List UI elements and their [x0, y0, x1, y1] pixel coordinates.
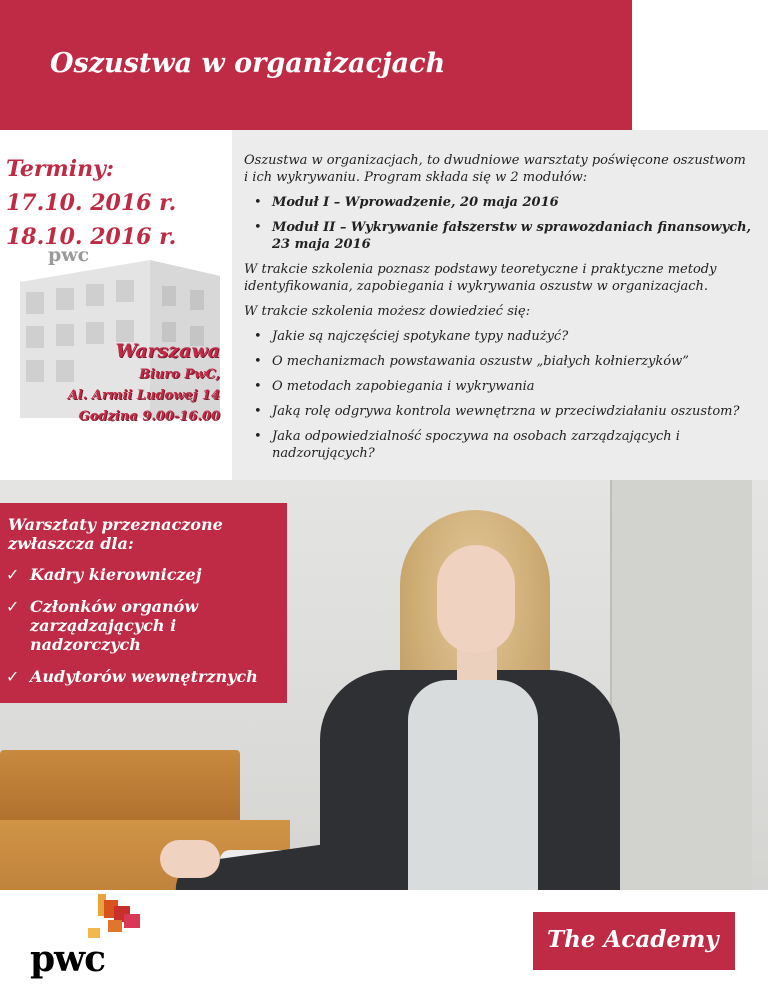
topic-item [244, 403, 754, 420]
module-item [244, 219, 754, 253]
bullet-icon: • [254, 354, 262, 369]
audience-label: Audytorów wewnętrznych [30, 667, 258, 686]
topic-label: Jaka odpowiedzialność spoczywa na osobach zarządzających i nadzorujących? [272, 429, 680, 461]
building-logo: pwc [48, 244, 90, 266]
date-second: 18.10. 2016 r. [6, 224, 177, 250]
topic-item [244, 378, 754, 395]
venue-block [68, 338, 220, 427]
program-content [244, 152, 754, 470]
audience-label: Kadry kierowniczej [30, 565, 202, 584]
topic-label: Jakie są najczęściej spotykane typy nadużyć? [272, 329, 569, 344]
academy-badge [533, 912, 735, 970]
venue-place: Biuro PwC, [138, 367, 220, 382]
audience-item [6, 565, 286, 584]
dates-block [6, 152, 176, 254]
audience-item [6, 597, 286, 654]
module-label: Moduł I – Wprowadzenie, 20 maja 2016 [272, 195, 559, 210]
dates-label: Terminy: [6, 156, 114, 182]
bullet-icon: • [254, 220, 262, 235]
bullet-icon: • [254, 404, 262, 419]
audience-heading: Warsztaty przeznaczone zwłaszcza dla: [8, 515, 223, 553]
topic-label: O metodach zapobiegania i wykrywania [272, 379, 535, 394]
check-icon: ✓ [6, 597, 20, 616]
topic-item [244, 328, 754, 345]
module-item [244, 194, 754, 211]
audience-item [6, 667, 286, 686]
page-title: Oszustwa w organizacjach [50, 48, 446, 79]
venue-address: Al. Armii Ludowej 14 [67, 388, 220, 403]
program-description: W trakcie szkolenia poznasz podstawy teoretyczne i praktyczne metody identyfikowania, zapobiegania i wykrywania oszustw w organizacjach. [244, 262, 717, 294]
module-list [244, 194, 754, 253]
audience-list [6, 565, 286, 699]
topic-list [244, 328, 754, 462]
module-label: Moduł II – Wykrywanie fałszerstw w sprawozdaniach finansowych, 23 maja 2016 [272, 220, 752, 252]
venue-hours: Godzina 9.00-16.00 [78, 409, 220, 424]
date-first: 17.10. 2016 r. [6, 190, 177, 216]
pwc-logo: pwc [30, 938, 106, 980]
bullet-icon: • [254, 379, 262, 394]
bullet-icon: • [254, 429, 262, 444]
audience-label: Członków organów zarządzających i nadzorczych [30, 597, 199, 654]
photo-hand [160, 840, 220, 878]
check-icon: ✓ [6, 667, 20, 686]
academy-label: The Academy [547, 926, 719, 953]
program-panel [232, 130, 768, 480]
topic-label: Jaką rolę odgrywa kontrola wewnętrzna w przeciwdziałaniu oszustom? [272, 404, 740, 419]
venue-city: Warszawa [115, 340, 220, 362]
audience-panel [0, 503, 287, 703]
program-learn-intro: W trakcie szkolenia możesz dowiedzieć się: [244, 304, 531, 319]
photo-face [437, 545, 515, 653]
topic-item [244, 353, 754, 370]
pwc-logo-mark-icon [88, 894, 142, 942]
program-intro: Oszustwa w organizacjach, to dwudniowe warsztaty poświęcone oszustwom i ich wykrywaniu. Program składa się w 2 modułów: [244, 153, 746, 185]
check-icon: ✓ [6, 565, 20, 584]
topic-item [244, 428, 754, 462]
bullet-icon: • [254, 195, 262, 210]
bullet-icon: • [254, 329, 262, 344]
topic-label: O mechanizmach powstawania oszustw „białych kołnierzyków” [272, 354, 689, 369]
